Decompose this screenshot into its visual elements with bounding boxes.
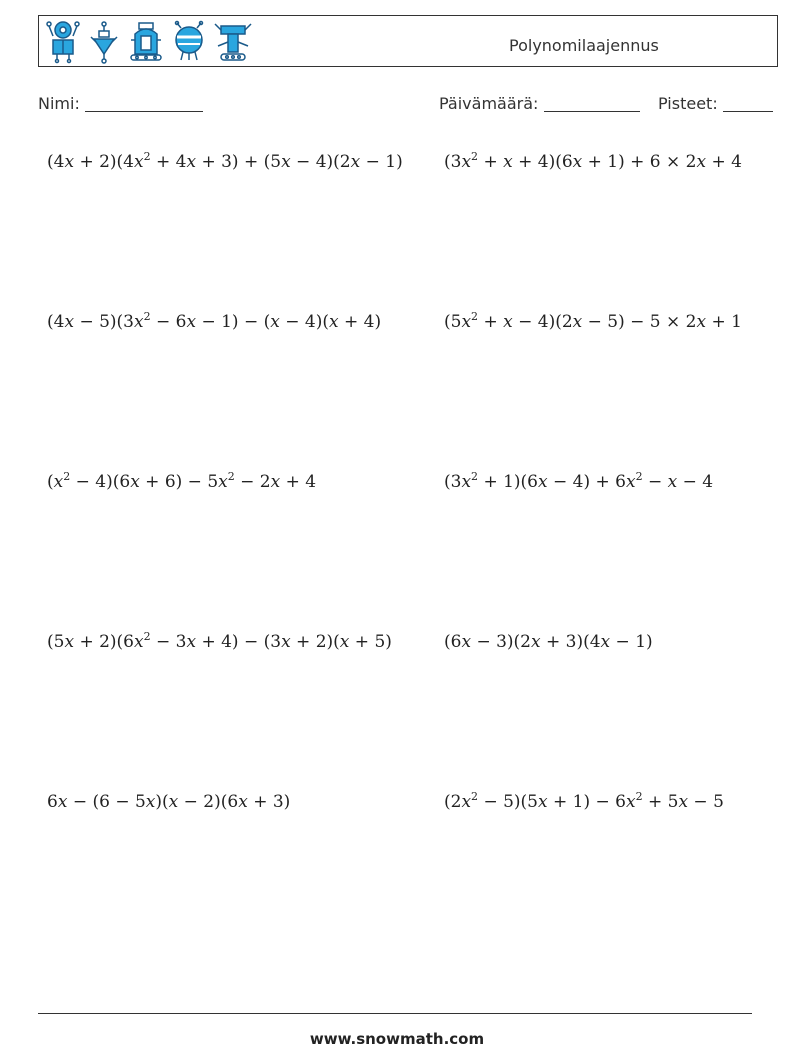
worksheet-header: [38, 15, 778, 67]
robot-icon: [127, 20, 165, 64]
problem-3: $(4x - 5)(3x^2 - 6x - 1) - (x - 4)(x + 4)$: [47, 310, 382, 332]
date-label: Päivämäärä:: [439, 94, 539, 113]
problem-6: $(3x^2 + 1)(6x - 4) + 6x^2 - x - 4$: [444, 470, 714, 492]
date-blank[interactable]: [544, 95, 640, 112]
problem-10: $(2x^2 - 5)(5x + 1) - 6x^2 + 5x - 5$: [444, 790, 724, 812]
date-field[interactable]: [439, 94, 640, 113]
problem-5: $(x^2 - 4)(6x + 6) - 5x^2 - 2x + 4$: [47, 470, 317, 492]
score-field[interactable]: [658, 94, 773, 113]
problem-9: 6x − (6 − 5x)(x − 2)(6x + 3): [47, 792, 291, 812]
worksheet-title: Polynomilaajennus: [509, 36, 659, 55]
robot-icon: [213, 20, 253, 64]
name-field[interactable]: [38, 94, 203, 113]
score-label: Pisteet:: [658, 94, 718, 113]
footer-website[interactable]: www.snowmath.com: [309, 1030, 485, 1048]
robot-icons: [45, 20, 253, 64]
footer-divider: [38, 1013, 752, 1014]
score-blank[interactable]: [723, 95, 773, 112]
robot-icon: [87, 20, 121, 64]
problem-8: (6x − 3)(2x + 3)(4x − 1): [444, 632, 653, 652]
problem-4: $(5x^2 + x - 4)(2x - 5) - 5 \times 2x + 1$: [444, 310, 742, 332]
name-blank[interactable]: [85, 95, 203, 112]
name-label: Nimi:: [38, 94, 80, 113]
robot-icon: [171, 20, 207, 64]
robot-icon: [45, 20, 81, 64]
problem-2: $(3x^2 + x + 4)(6x + 1) + 6 \times 2x + 4$: [444, 150, 742, 172]
problem-7: $(5x + 2)(6x^2 - 3x + 4) - (3x + 2)(x + 5)$: [47, 630, 392, 652]
problem-1: $(4x + 2)(4x^2 + 4x + 3) + (5x - 4)(2x - 1)$: [47, 150, 403, 172]
